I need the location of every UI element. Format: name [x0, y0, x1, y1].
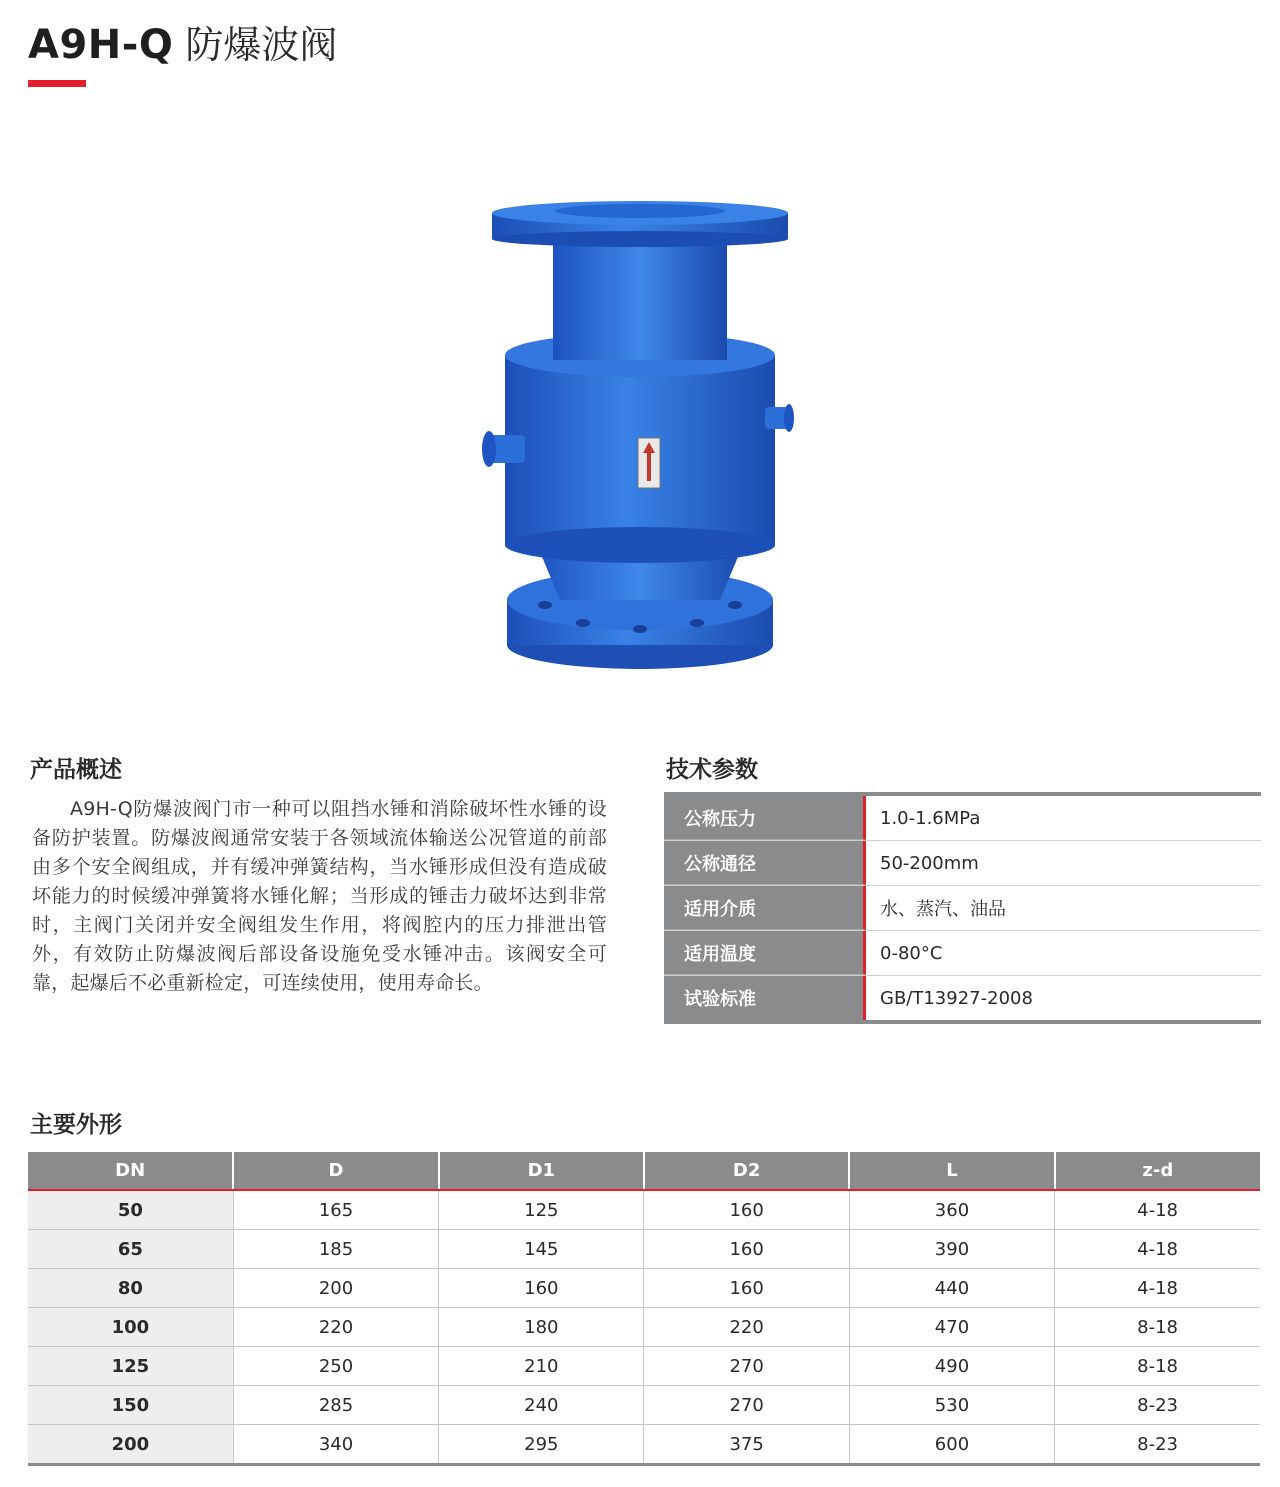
- table-cell: 160: [439, 1269, 644, 1308]
- table-cell: 490: [849, 1347, 1054, 1386]
- table-cell: 360: [849, 1190, 1054, 1230]
- table-cell: 4-18: [1055, 1230, 1260, 1269]
- table-cell: 4-18: [1055, 1269, 1260, 1308]
- table-cell: 285: [233, 1386, 438, 1425]
- table-cell: 240: [439, 1386, 644, 1425]
- table-cell: 160: [644, 1190, 849, 1230]
- table-cell: 185: [233, 1230, 438, 1269]
- param-row: [664, 886, 1261, 931]
- param-value: 0-80°C: [880, 942, 943, 964]
- table-header-row: [28, 1152, 1260, 1190]
- table-cell: 65: [28, 1230, 233, 1269]
- table-cell: 340: [233, 1425, 438, 1465]
- table-cell: 220: [233, 1308, 438, 1347]
- column-header: DN: [28, 1152, 233, 1190]
- table-cell: 270: [644, 1386, 849, 1425]
- param-row: [664, 931, 1261, 976]
- param-key: 适用介质: [664, 886, 866, 930]
- param-row: [664, 841, 1261, 886]
- table-cell: 4-18: [1055, 1190, 1260, 1230]
- param-row: [664, 796, 1261, 841]
- table-row: [28, 1425, 1260, 1465]
- param-key: 公称压力: [664, 796, 866, 840]
- table-cell: 295: [439, 1425, 644, 1465]
- table-cell: 125: [439, 1190, 644, 1230]
- column-header: D: [233, 1152, 438, 1190]
- table-cell: 600: [849, 1425, 1054, 1465]
- table-cell: 200: [28, 1425, 233, 1465]
- table-cell: 8-18: [1055, 1347, 1260, 1386]
- table-cell: 250: [233, 1347, 438, 1386]
- table-row: [28, 1386, 1260, 1425]
- column-header: D2: [644, 1152, 849, 1190]
- page-title: [28, 14, 337, 66]
- param-value: 1.0-1.6MPa: [880, 807, 981, 829]
- param-value: 水、蒸汽、油品: [880, 899, 1006, 920]
- table-cell: 180: [439, 1308, 644, 1347]
- table-cell: 200: [233, 1269, 438, 1308]
- table-row: [28, 1230, 1260, 1269]
- table-cell: 8-18: [1055, 1308, 1260, 1347]
- table-row: [28, 1190, 1260, 1230]
- table-row: [28, 1269, 1260, 1308]
- param-row: [664, 976, 1261, 1020]
- table-cell: 210: [439, 1347, 644, 1386]
- table-cell: 375: [644, 1425, 849, 1465]
- technical-params-table: [664, 792, 1261, 1024]
- product-name: 防爆波阀: [185, 23, 338, 67]
- param-value: GB/T13927-2008: [880, 987, 1033, 1009]
- param-key: 试验标准: [664, 976, 866, 1020]
- table-row: [28, 1347, 1260, 1386]
- title-accent-bar: [28, 80, 86, 87]
- table-cell: 50: [28, 1190, 233, 1230]
- column-header: z-d: [1055, 1152, 1260, 1190]
- table-cell: 440: [849, 1269, 1054, 1308]
- dimensions-table: [28, 1152, 1260, 1466]
- table-cell: 8-23: [1055, 1425, 1260, 1465]
- table-cell: 165: [233, 1190, 438, 1230]
- column-header: D1: [439, 1152, 644, 1190]
- dimensions-title: 主要外形: [30, 1112, 122, 1138]
- table-cell: 390: [849, 1230, 1054, 1269]
- param-key: 公称通径: [664, 841, 866, 885]
- table-cell: 160: [644, 1230, 849, 1269]
- valve-product-image: [475, 195, 805, 675]
- param-value: 50-200mm: [880, 852, 979, 874]
- table-cell: 530: [849, 1386, 1054, 1425]
- column-header: L: [849, 1152, 1054, 1190]
- table-row: [28, 1308, 1260, 1347]
- table-cell: 270: [644, 1347, 849, 1386]
- table-cell: 220: [644, 1308, 849, 1347]
- table-cell: 150: [28, 1386, 233, 1425]
- table-cell: 125: [28, 1347, 233, 1386]
- table-cell: 8-23: [1055, 1386, 1260, 1425]
- overview-description: A9H-Q防爆波阀门市一种可以阻挡水锤和消除破坏性水锤的设备防护装置。防爆波阀通常安装于各领域流体输送公况管道的前部由多个安全阀组成，并有缓冲弹簧结构，当水锤形成但没有造成破坏能力的时候缓冲弹簧将水锤化解；当形成的锤击力破坏达到非常时，主阀门关闭并安全阀组发生作用，将阀腔内的压力排泄出管外，有效防止防爆波阀后部设备设施免受水锤冲击。该阀安全可靠，起爆后不必重新检定，可连续使用，使用寿命长。: [32, 798, 607, 994]
- product-model: A9H-Q: [28, 22, 174, 68]
- param-key: 适用温度: [664, 931, 866, 975]
- table-cell: 145: [439, 1230, 644, 1269]
- params-title: 技术参数: [666, 757, 758, 783]
- table-cell: 160: [644, 1269, 849, 1308]
- overview-title: 产品概述: [30, 757, 122, 783]
- table-cell: 100: [28, 1308, 233, 1347]
- table-cell: 80: [28, 1269, 233, 1308]
- table-cell: 470: [849, 1308, 1054, 1347]
